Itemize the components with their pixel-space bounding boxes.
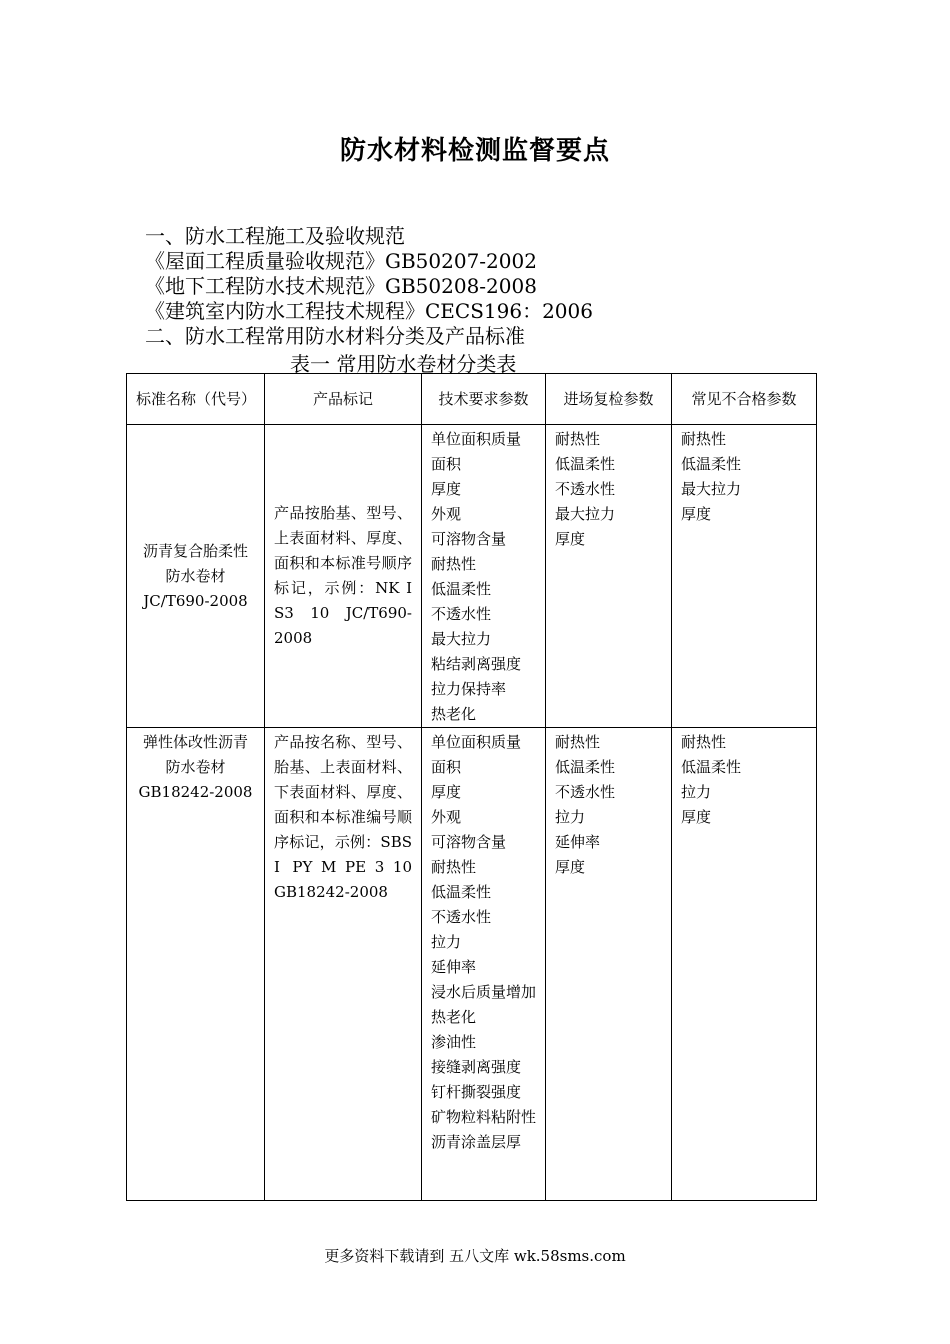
list-item: 耐热性: [681, 430, 727, 448]
technical-params-cell: [422, 425, 546, 728]
retest-params-cell: [546, 728, 672, 1201]
header-technical-params: 技术要求参数: [422, 374, 546, 425]
standard-name-line: 弹性体改性沥青: [142, 733, 248, 751]
list-item: 厚度: [681, 808, 712, 826]
list-item: 矿物粒料粘附性: [431, 1108, 537, 1126]
list-item: 拉力: [555, 808, 586, 826]
retest-params-cell: [546, 425, 672, 728]
table-caption: 表一 常用防水卷材分类表: [290, 352, 517, 376]
standard-reference: 《屋面工程质量验收规范》GB50207-2002: [145, 249, 537, 273]
list-item: 可溶物含量: [431, 530, 507, 548]
failure-params-cell: [672, 728, 817, 1201]
list-item: 最大拉力: [431, 630, 492, 648]
standard-reference: 《地下工程防水技术规范》GB50208-2008: [145, 274, 537, 298]
header-retest-params: 进场复检参数: [546, 374, 672, 425]
footer-note: 更多资料下载请到 五八文库 wk.58sms.com: [324, 1247, 626, 1265]
list-item: 厚度: [555, 858, 586, 876]
list-item: 拉力: [681, 783, 712, 801]
list-item: 浸水后质量增加: [431, 983, 537, 1001]
standard-name-cell: [127, 728, 265, 1201]
failure-params-cell: [672, 425, 817, 728]
list-item: 厚度: [555, 530, 586, 548]
standard-name-cell: [127, 425, 265, 728]
product-mark-cell: 产品按胎基、型号、上表面材料、厚度、面积和本标准号顺序标记，示例：NK Ⅰ S3 10 JC/T690-2008: [265, 425, 422, 728]
section-heading-2: 二、防水工程常用防水材料分类及产品标准: [145, 324, 525, 348]
list-item: 热老化: [431, 1008, 477, 1026]
standard-code: JC/T690-2008: [143, 591, 248, 610]
list-item: 面积: [431, 455, 462, 473]
section-heading-1: 一、防水工程施工及验收规范: [145, 224, 405, 248]
list-item: 不透水性: [431, 908, 492, 926]
list-item: 耐热性: [681, 733, 727, 751]
page-title: 防水材料检测监督要点: [339, 136, 610, 166]
list-item: 耐热性: [555, 733, 601, 751]
header-common-failure-params: 常见不合格参数: [672, 374, 817, 425]
list-item: 拉力: [431, 933, 462, 951]
list-item: 低温柔性: [431, 883, 492, 901]
technical-params-cell: [422, 728, 546, 1201]
standard-code: GB18242-2008: [138, 783, 253, 801]
list-item: 耐热性: [431, 858, 477, 876]
list-item: 可溶物含量: [431, 833, 507, 851]
list-item: 外观: [431, 505, 462, 523]
table-header-row: [127, 374, 817, 425]
list-item: 钉杆撕裂强度: [431, 1083, 522, 1101]
list-item: 厚度: [431, 480, 462, 498]
list-item: 最大拉力: [681, 480, 742, 498]
list-item: 不透水性: [555, 783, 616, 801]
product-mark-cell: 产品按名称、型号、胎基、上表面材料、下表面材料、厚度、面积和本标准编号顺序标记，示例：SBS Ⅰ PY M PE 3 10 GB18242-2008: [265, 728, 422, 1201]
header-product-mark: 产品标记: [265, 374, 422, 425]
list-item: 接缝剥离强度: [431, 1058, 522, 1076]
list-item: 厚度: [431, 783, 462, 801]
membrane-classification-table: [126, 373, 817, 1201]
list-item: 耐热性: [431, 555, 477, 573]
list-item: 面积: [431, 758, 462, 776]
list-item: 不透水性: [555, 480, 616, 498]
standard-name-line: 沥青复合胎柔性: [142, 541, 248, 560]
list-item: 渗油性: [431, 1033, 477, 1051]
intro-section: [145, 224, 593, 349]
list-item: 延伸率: [431, 958, 477, 976]
list-item: 拉力保持率: [431, 680, 507, 698]
list-item: 单位面积质量: [431, 430, 522, 448]
standard-name-line: 防水卷材: [165, 758, 226, 776]
list-item: 耐热性: [555, 430, 601, 448]
list-item: 热老化: [431, 705, 477, 723]
list-item: 低温柔性: [555, 758, 616, 776]
list-item: 单位面积质量: [431, 733, 522, 751]
standard-reference: 《建筑室内防水工程技术规程》CECS196：2006: [145, 299, 593, 323]
header-standard-name: 标准名称（代号）: [127, 374, 265, 425]
list-item: 最大拉力: [555, 505, 616, 523]
list-item: 粘结剥离强度: [431, 655, 522, 673]
table-row: [127, 728, 817, 1201]
list-item: 低温柔性: [681, 758, 742, 776]
list-item: 低温柔性: [555, 455, 616, 473]
list-item: 低温柔性: [681, 455, 742, 473]
list-item: 外观: [431, 808, 462, 826]
list-item: 不透水性: [431, 605, 492, 623]
list-item: 低温柔性: [431, 580, 492, 598]
list-item: 沥青涂盖层厚: [431, 1133, 522, 1151]
list-item: 厚度: [681, 505, 712, 523]
table-row: [127, 425, 817, 728]
standard-name-line: 防水卷材: [165, 566, 226, 585]
list-item: 延伸率: [555, 833, 601, 851]
